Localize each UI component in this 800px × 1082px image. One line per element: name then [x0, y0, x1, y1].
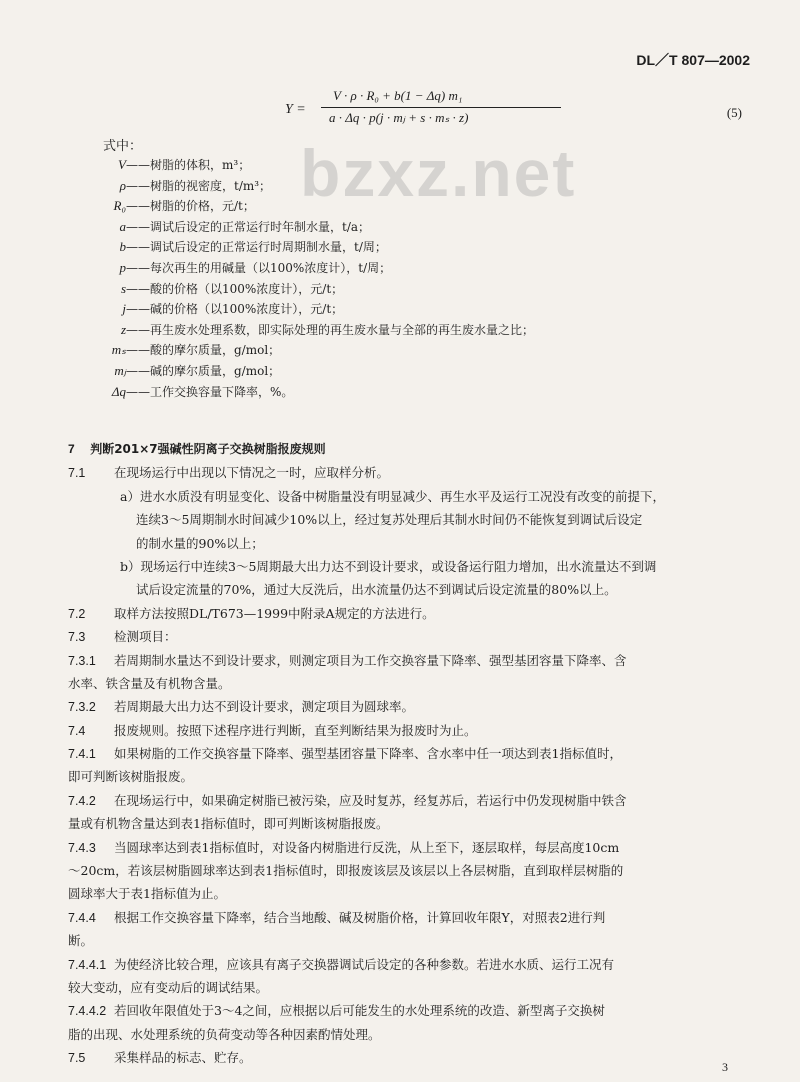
variable-description: ——碱的价格（以100%浓度计），元/t； [126, 302, 344, 317]
paragraph-line [68, 485, 748, 508]
clause-number: 7.1 [68, 466, 86, 481]
variable-symbol: a [119, 218, 126, 234]
variable-symbol: V [118, 157, 126, 172]
clause-text: b）现场运行中连续3～5周期最大出力达不到设计要求，或设备运行阻力增加，出水流量达不到调 [120, 558, 657, 574]
variable-description: ——酸的摩尔质量，g/mol； [126, 343, 281, 358]
variable-item [96, 196, 736, 217]
variable-symbol: z [120, 321, 126, 337]
variable-symbol: mₛ [111, 342, 126, 358]
variable-symbol: j [122, 301, 126, 317]
variable-symbol: R₀ [113, 198, 126, 214]
paragraph-line [68, 929, 748, 952]
paragraph-line [68, 882, 748, 905]
paragraph-line [68, 602, 748, 625]
clause-text: 如果树脂的工作交换容量下降率、强型基团容量下降率、含水率中任一项达到表1指标值时， [114, 746, 622, 762]
clause-number: 7.3.1 [68, 653, 96, 668]
variable-symbol: b [119, 239, 126, 255]
variable-item [96, 382, 736, 403]
variable-description: ——树脂的体积，m³； [126, 158, 251, 172]
variable-item [96, 299, 736, 320]
paragraph-line [68, 999, 748, 1022]
paragraph-line [68, 719, 748, 742]
paragraph-line [68, 695, 748, 718]
where-label: 式中： [103, 139, 143, 154]
variable-item [96, 340, 736, 361]
clause-text: 即可判断该树脂报废。 [68, 769, 194, 785]
clause-text: 当圆球率达到表1指标值时，对设备内树脂进行反洗，从上至下，逐层取样，每层高度10cm [114, 839, 620, 855]
clause-text: 检测项目： [114, 629, 177, 645]
section-heading [68, 438, 748, 461]
clause-text: 量或有机物含量达到表1指标值时，即可判断该树脂报废。 [68, 816, 389, 832]
variable-description: ——树脂的视密度，t/m³； [126, 178, 272, 193]
clause-text: 为使经济比较合理，应该具有离子交换器调试后设定的各种参数。若进水水质、运行工况有 [114, 956, 615, 972]
clause-text: 根据工作交换容量下降率，结合当地酸、碱及树脂价格，计算回收年限Y，对照表2进行判 [114, 909, 606, 925]
variable-item [96, 176, 736, 197]
clause-text: 连续3～5周期制水时间减少10%以上，经过复苏处理后其制水时间仍不能恢复到调试后设定 [136, 512, 643, 528]
clause-number: 7.2 [68, 606, 86, 621]
clause-text: 报废规则。按照下述程序进行判断，直至判断结果为报废时为止。 [114, 722, 477, 738]
variable-description: ——每次再生的用碱量（以100%浓度计），t/周； [126, 260, 392, 275]
fraction-bar [321, 107, 561, 108]
clause-number: 7.4.4.2 [68, 1004, 107, 1019]
paragraph-line [68, 953, 748, 976]
paragraph-line [68, 578, 748, 601]
clause-text: a）进水水质没有明显变化、设备中树脂量没有明显减少、再生水平及运行工况没有改变的前提下， [120, 488, 665, 504]
formula-numerator: V · ρ · R₀ + b(1 − Δq) m₁ [333, 88, 463, 103]
variable-symbol: p [119, 259, 126, 275]
clause-text: 圆球率大于表1指标值为止。 [68, 886, 226, 902]
clause-number: 7.3 [68, 630, 86, 645]
variable-description: ——碱的摩尔质量，g/mol； [126, 363, 281, 378]
variable-item [96, 237, 736, 258]
formula-lhs: Y = [285, 102, 306, 117]
clause-number: 7.5 [68, 1051, 86, 1066]
paragraph-line [68, 1046, 748, 1069]
standard-code: DL／T 807—2002 [636, 52, 750, 68]
clause-text: 取样方法按照DL/T673—1999中附录A规定的方法进行。 [114, 605, 435, 621]
watermark: bzxz.net [300, 136, 577, 210]
clause-number: 7.4.2 [68, 793, 96, 808]
clause-text: 断。 [68, 933, 94, 949]
variable-description: ——工作交换容量下降率，%。 [126, 384, 294, 399]
variable-description: ——调试后设定的正常运行时年制水量，t/a； [126, 219, 371, 234]
paragraph-line [68, 906, 748, 929]
clause-text: 在现场运行中出现以下情况之一时，应取样分析。 [114, 465, 390, 481]
formula-denominator: a · Δq · p(j · mⱼ + s · mₛ · z) [329, 110, 469, 125]
clause-number: 7.4.1 [68, 747, 96, 762]
clause-text: 采集样品的标志、贮存。 [114, 1050, 252, 1066]
paragraph-line [68, 836, 748, 859]
paragraph-line [68, 812, 748, 835]
clause-text: 若周期最大出力达不到设计要求，测定项目为圆球率。 [114, 699, 415, 715]
paragraph-line [68, 508, 748, 531]
section-title: 判断201×7强碱性阴离子交换树脂报废规则 [90, 442, 326, 456]
clause-number: 7.3.2 [68, 700, 96, 715]
paragraph-line [68, 532, 748, 555]
paragraph-line [68, 859, 748, 882]
page-number: 3 [722, 1060, 728, 1074]
paragraph-line [68, 1023, 748, 1046]
variable-list [96, 155, 736, 402]
section-number: 7 [68, 442, 75, 456]
variable-description: ——树脂的价格，元/t； [126, 199, 255, 214]
paragraph-line [68, 789, 748, 812]
clause-number: 7.4.4.1 [68, 957, 107, 972]
variable-description: ——调试后设定的正常运行时周期制水量，t/周； [126, 240, 387, 255]
paragraph-line [68, 625, 748, 648]
variable-item [96, 258, 736, 279]
clause-text: 试后设定流量的70%，通过大反洗后，出水流量仍达不到调试后设定流量的80%以上。 [136, 582, 617, 598]
variable-item [96, 279, 736, 300]
clause-text: ～20cm，若该层树脂圆球率达到表1指标值时，即报废该层及该层以上各层树脂，直到取样层树脂的 [68, 863, 624, 879]
clause-text: 若周期制水量达不到设计要求，则测定项目为工作交换容量下降率、强型基团容量下降率、含 [114, 652, 627, 668]
variable-item [96, 217, 736, 238]
clause-number: 7.4.4 [68, 910, 96, 925]
section-7 [68, 438, 748, 1070]
paragraph-line [68, 461, 748, 484]
variable-symbol: ρ [119, 177, 126, 193]
clause-text: 较大变动，应有变动后的调试结果。 [68, 979, 269, 995]
paragraph-line [68, 765, 748, 788]
variable-description: ——再生废水处理系数，即实际处理的再生废水量与全部的再生废水量之比； [126, 322, 535, 337]
paragraph-line [68, 555, 748, 578]
clause-text: 若回收年限值处于3～4之间，应根据以后可能发生的水处理系统的改造、新型离子交换树 [114, 1003, 605, 1019]
clause-text: 的制水量的90%以上； [136, 535, 264, 551]
variable-item [96, 320, 736, 341]
clause-number: 7.4.3 [68, 840, 96, 855]
clause-text: 水率、铁含量及有机物含量。 [68, 675, 231, 691]
variable-symbol: Δq [111, 383, 126, 399]
paragraph-line [68, 742, 748, 765]
paragraph-line [68, 672, 748, 695]
variable-symbol: s [120, 280, 126, 296]
variable-description: ——酸的价格（以100%浓度计），元/t； [126, 281, 344, 296]
clause-text: 在现场运行中，如果确定树脂已被污染，应及时复苏，经复苏后，若运行中仍发现树脂中铁含 [114, 792, 627, 808]
equation-number: (5) [726, 105, 742, 120]
paragraph-line [68, 976, 748, 999]
paragraph-line [68, 649, 748, 672]
variable-item [96, 155, 736, 176]
clause-number: 7.4 [68, 723, 86, 738]
variable-symbol: mⱼ [114, 362, 126, 378]
clause-text: 脂的出现、水处理系统的负荷变动等各种因素酌情处理。 [68, 1026, 381, 1042]
variable-item [96, 361, 736, 382]
